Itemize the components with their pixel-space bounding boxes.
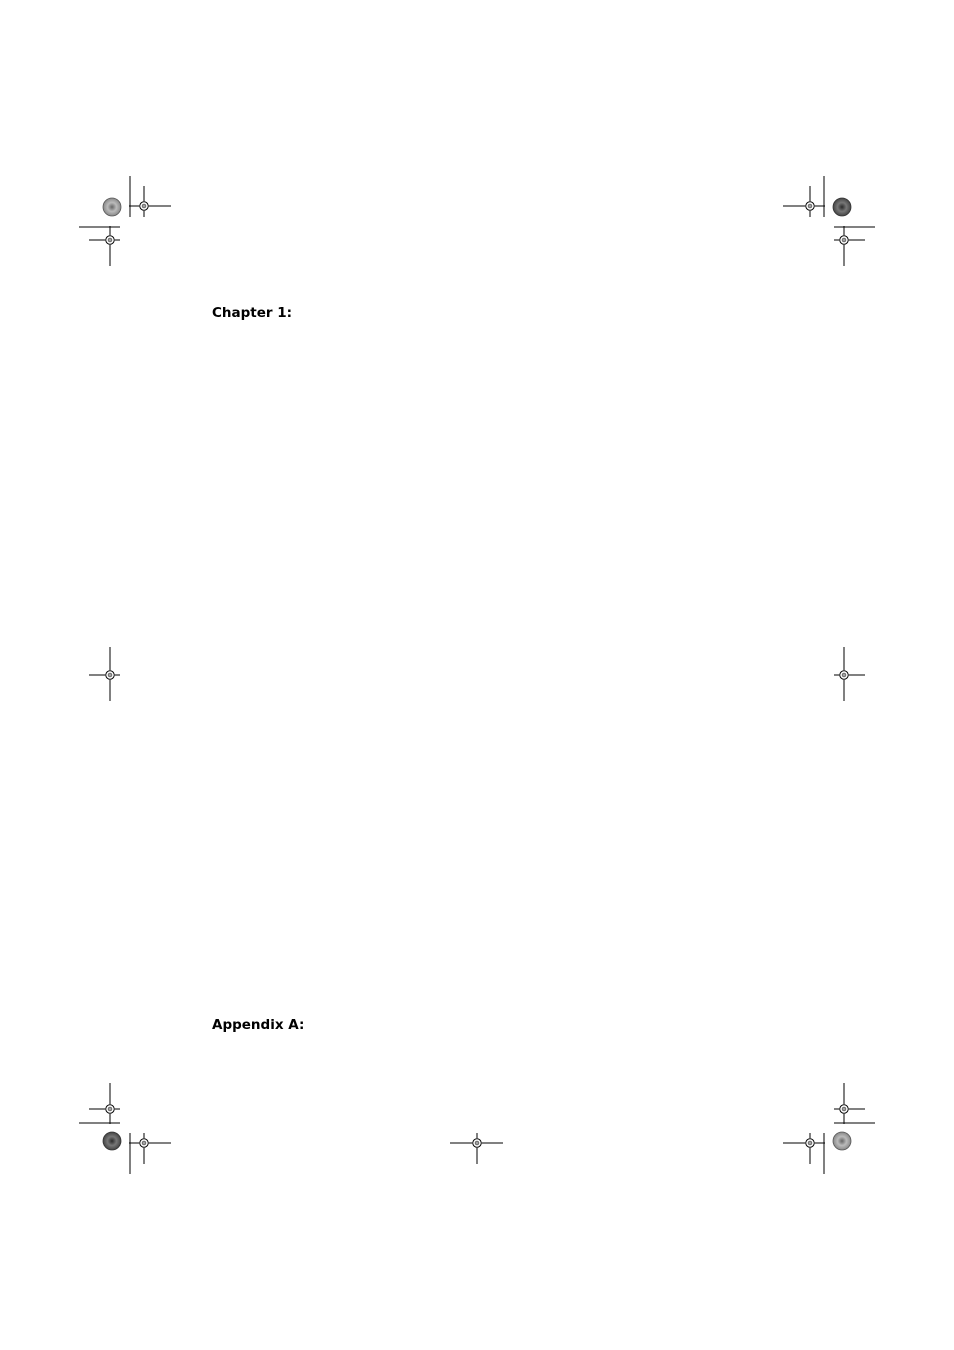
- registration-mark-icon: [806, 202, 814, 210]
- color-swatch-icon: [103, 1132, 121, 1150]
- crop-mark-middle-right: [834, 647, 865, 701]
- registration-mark-icon: [140, 1139, 148, 1147]
- crop-mark-top-left: [79, 176, 171, 266]
- registration-mark-icon: [106, 671, 114, 679]
- crop-mark-bottom-center: [450, 1133, 503, 1164]
- registration-mark-icon: [473, 1139, 481, 1147]
- crop-mark-top-right: [783, 176, 875, 266]
- registration-mark-icon: [840, 671, 848, 679]
- crop-mark-middle-left: [89, 647, 120, 701]
- registration-mark-icon: [840, 1105, 848, 1113]
- color-swatch-icon: [103, 198, 121, 216]
- registration-mark-icon: [840, 236, 848, 244]
- registration-mark-icon: [806, 1139, 814, 1147]
- color-swatch-icon: [833, 198, 851, 216]
- crop-mark-bottom-left: [79, 1083, 171, 1174]
- crop-mark-bottom-right: [783, 1083, 875, 1174]
- appendix-heading: Appendix A:: [212, 1017, 305, 1033]
- chapter-heading: Chapter 1:: [212, 305, 293, 321]
- registration-mark-icon: [140, 202, 148, 210]
- color-swatch-icon: [833, 1132, 851, 1150]
- registration-mark-icon: [106, 236, 114, 244]
- registration-mark-icon: [106, 1105, 114, 1113]
